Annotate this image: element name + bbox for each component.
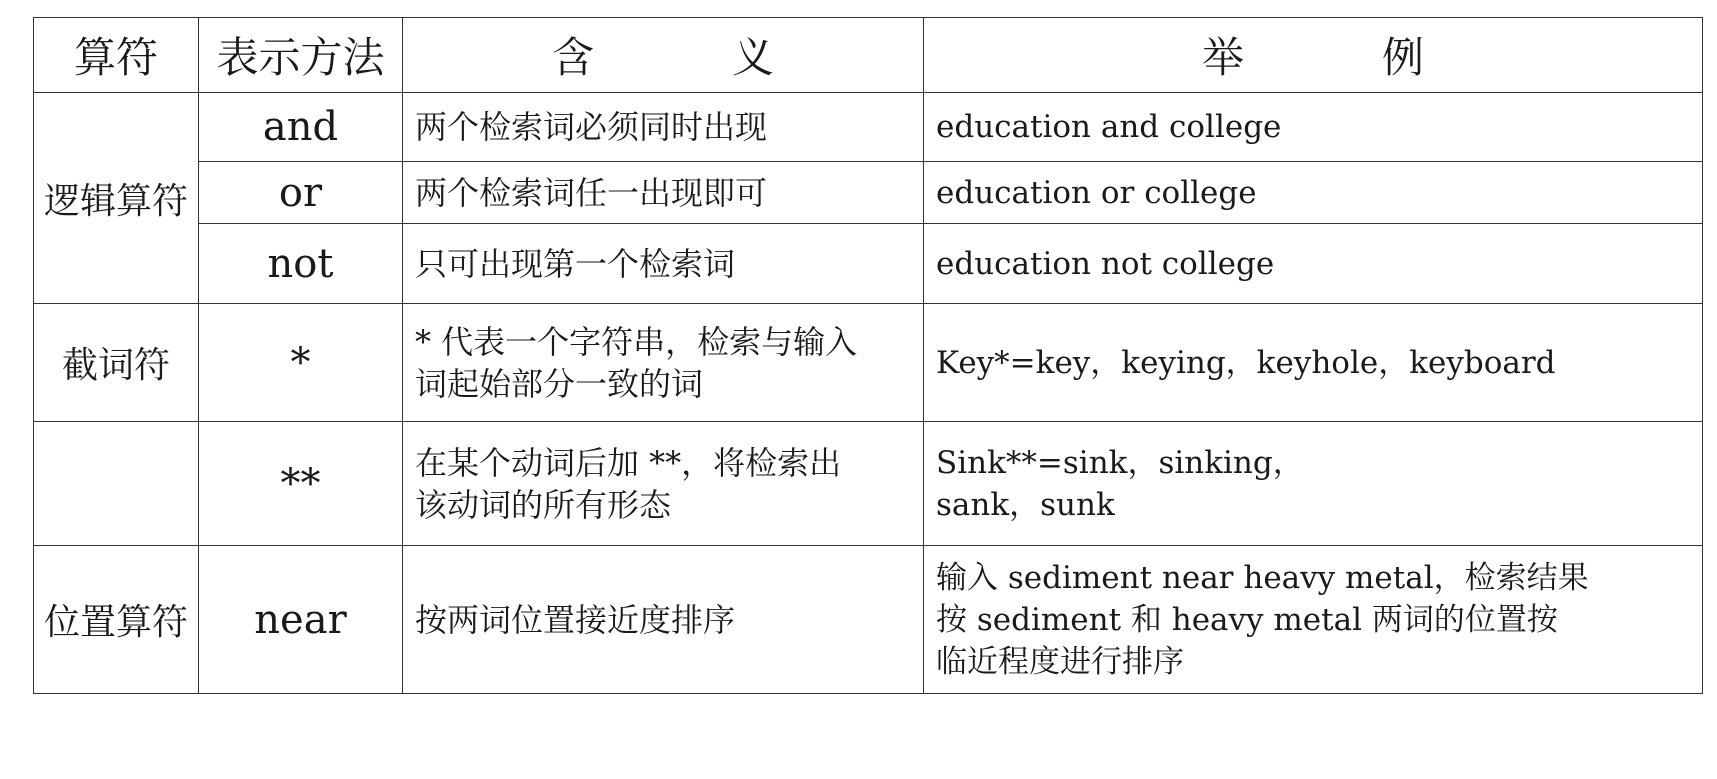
category-cell xyxy=(34,422,199,546)
example-line: 临近程度进行排序 xyxy=(936,643,1184,680)
example-line: education and college xyxy=(936,109,1282,145)
operator-table-container xyxy=(33,17,1702,694)
example-cell xyxy=(924,422,1703,546)
meaning-cell xyxy=(403,224,924,304)
example-line: 按 sediment 和 heavy metal 两词的位置按 xyxy=(936,601,1558,638)
table-row xyxy=(34,422,1703,546)
meaning-cell xyxy=(403,304,924,422)
header-row xyxy=(34,18,1703,93)
table-row xyxy=(34,546,1703,694)
example-line: 输入 sediment near heavy metal，检索结果 xyxy=(936,559,1589,596)
header-method: 表示方法 xyxy=(199,18,403,93)
meaning-cell xyxy=(403,162,924,224)
meaning-line: 两个检索词任一出现即可 xyxy=(415,173,768,212)
category-cell: 位置算符 xyxy=(34,546,199,694)
meaning-cell xyxy=(403,422,924,546)
table-row xyxy=(34,304,1703,422)
category-cell: 逻辑算符 xyxy=(34,93,199,304)
method-cell: not xyxy=(199,224,403,304)
meaning-line: 两个检索词必须同时出现 xyxy=(415,108,768,146)
method-cell: and xyxy=(199,93,403,162)
meaning-line: * 代表一个字符串，检索与输入 xyxy=(415,322,858,361)
example-line: education or college xyxy=(936,174,1257,211)
meaning-line: 该动词的所有形态 xyxy=(415,485,672,524)
method-cell: ** xyxy=(199,422,403,546)
meaning-line: 按两词位置接近度排序 xyxy=(415,600,736,639)
example-line: education not college xyxy=(936,245,1275,282)
example-line: sank，sunk xyxy=(936,486,1115,523)
example-cell xyxy=(924,162,1703,224)
method-cell: or xyxy=(199,162,403,224)
example-cell xyxy=(924,224,1703,304)
table-row xyxy=(34,162,1703,224)
example-line: Sink**=sink，sinking， xyxy=(936,444,1304,481)
table-row xyxy=(34,224,1703,304)
example-cell xyxy=(924,93,1703,162)
example-cell xyxy=(924,304,1703,422)
example-cell xyxy=(924,546,1703,694)
meaning-cell xyxy=(403,546,924,694)
meaning-line: 在某个动词后加 **，将检索出 xyxy=(415,443,842,482)
header-example: 举 例 xyxy=(924,18,1703,93)
category-cell: 截词符 xyxy=(34,304,199,422)
header-meaning: 含 义 xyxy=(403,18,924,93)
header-operator: 算符 xyxy=(34,18,199,93)
search-operator-table xyxy=(33,17,1703,694)
meaning-line: 只可出现第一个检索词 xyxy=(415,244,736,283)
method-cell: * xyxy=(199,304,403,422)
example-line: Key*=key，keying，keyhole，keyboard xyxy=(936,344,1556,381)
meaning-cell xyxy=(403,93,924,162)
meaning-line: 词起始部分一致的词 xyxy=(415,364,704,403)
table-row xyxy=(34,93,1703,162)
method-cell: near xyxy=(199,546,403,694)
